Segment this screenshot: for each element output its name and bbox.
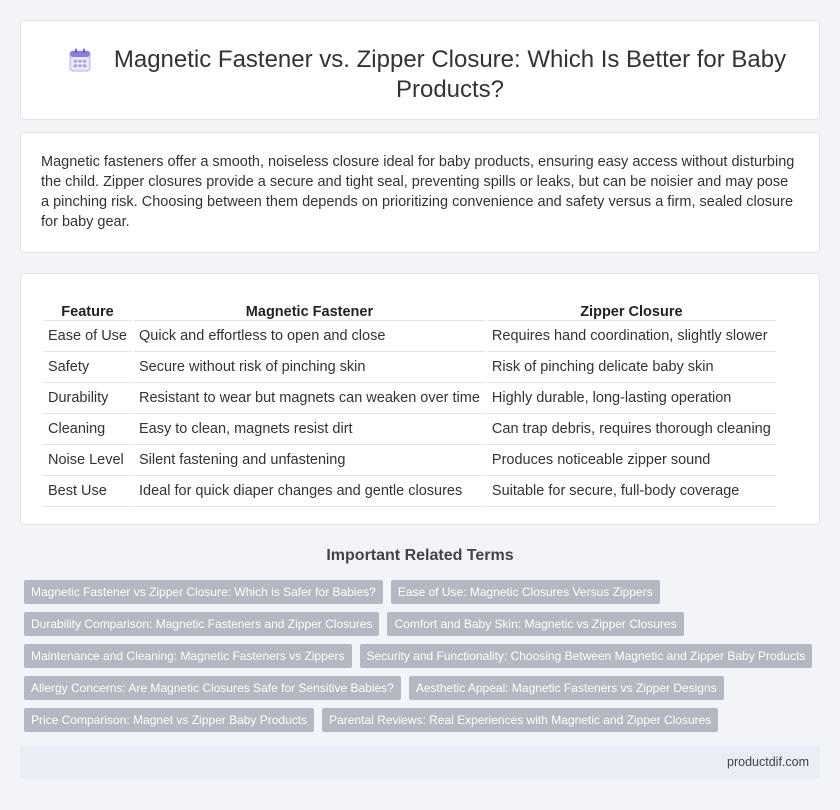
tag-row [24,612,824,636]
tag-row [24,708,824,732]
magnetic-cell: Secure without risk of pinching skin [133,351,486,382]
table-row [43,320,776,351]
feature-cell: Cleaning [43,413,133,444]
intro-card [20,132,820,253]
table-header-row [43,294,776,320]
related-terms-heading: Important Related Terms [326,547,514,564]
table-row [43,475,776,506]
related-term-tag[interactable]: Aesthetic Appeal: Magnetic Fasteners vs Zipper Designs [409,676,724,700]
footer [20,746,820,779]
footer-site-name[interactable]: productdif.com [727,755,809,769]
header-card [20,20,820,120]
related-term-tag[interactable]: Allergy Concerns: Are Magnetic Closures Safe for Sensitive Babies? [24,676,401,700]
magnetic-cell: Quick and effortless to open and close [133,320,486,351]
related-term-tag[interactable]: Magnetic Fastener vs Zipper Closure: Which is Safer for Babies? [24,580,383,604]
intro-paragraph: Magnetic fasteners offer a smooth, noiseless closure ideal for baby products, ensuring easy access without disturbing the child. Zipper closures provide a secure and tight seal, preventing spills or leaks, but can be noisier and may pose a pinching risk. Choosing between them depends on prioritizing convenience and safety versus a firm, sealed closure for baby gear. [41,154,795,230]
magnetic-cell: Ideal for quick diaper changes and gentle closures [133,475,486,506]
column-header-zipper: Zipper Closure [486,294,776,320]
feature-cell: Safety [43,351,133,382]
feature-cell: Best Use [43,475,133,506]
related-term-tag[interactable]: Comfort and Baby Skin: Magnetic vs Zipper Closures [387,612,683,636]
calendar-icon [69,48,91,72]
related-term-tag[interactable]: Price Comparison: Magnet vs Zipper Baby Products [24,708,314,732]
related-term-tag[interactable]: Durability Comparison: Magnetic Fasteners and Zipper Closures [24,612,379,636]
table-row [43,382,776,413]
comparison-table-card [20,273,820,525]
page-title: Magnetic Fastener vs. Zipper Closure: Which Is Better for Baby Products? [113,46,787,103]
magnetic-cell: Easy to clean, magnets resist dirt [133,413,486,444]
comparison-table [43,294,776,507]
table-row [43,413,776,444]
zipper-cell: Suitable for secure, full-body coverage [486,475,776,506]
table-row [43,351,776,382]
zipper-cell: Produces noticeable zipper sound [486,444,776,475]
tag-row [24,676,824,700]
feature-cell: Noise Level [43,444,133,475]
magnetic-cell: Silent fastening and unfastening [133,444,486,475]
zipper-cell: Highly durable, long-lasting operation [486,382,776,413]
related-term-tag[interactable]: Ease of Use: Magnetic Closures Versus Zippers [391,580,660,604]
feature-cell: Ease of Use [43,320,133,351]
related-term-tag[interactable]: Maintenance and Cleaning: Magnetic Fasteners vs Zippers [24,644,352,668]
magnetic-cell: Resistant to wear but magnets can weaken over time [133,382,486,413]
related-term-tag[interactable]: Security and Functionality: Choosing Between Magnetic and Zipper Baby Products [360,644,813,668]
feature-cell: Durability [43,382,133,413]
related-term-tag[interactable]: Parental Reviews: Real Experiences with Magnetic and Zipper Closures [322,708,718,732]
zipper-cell: Risk of pinching delicate baby skin [486,351,776,382]
column-header-magnetic: Magnetic Fastener [133,294,486,320]
column-header-feature: Feature [43,294,133,320]
zipper-cell: Requires hand coordination, slightly slower [486,320,776,351]
zipper-cell: Can trap debris, requires thorough cleaning [486,413,776,444]
table-row [43,444,776,475]
related-terms-tags [24,580,824,740]
tag-row [24,580,824,604]
tag-row [24,644,824,668]
